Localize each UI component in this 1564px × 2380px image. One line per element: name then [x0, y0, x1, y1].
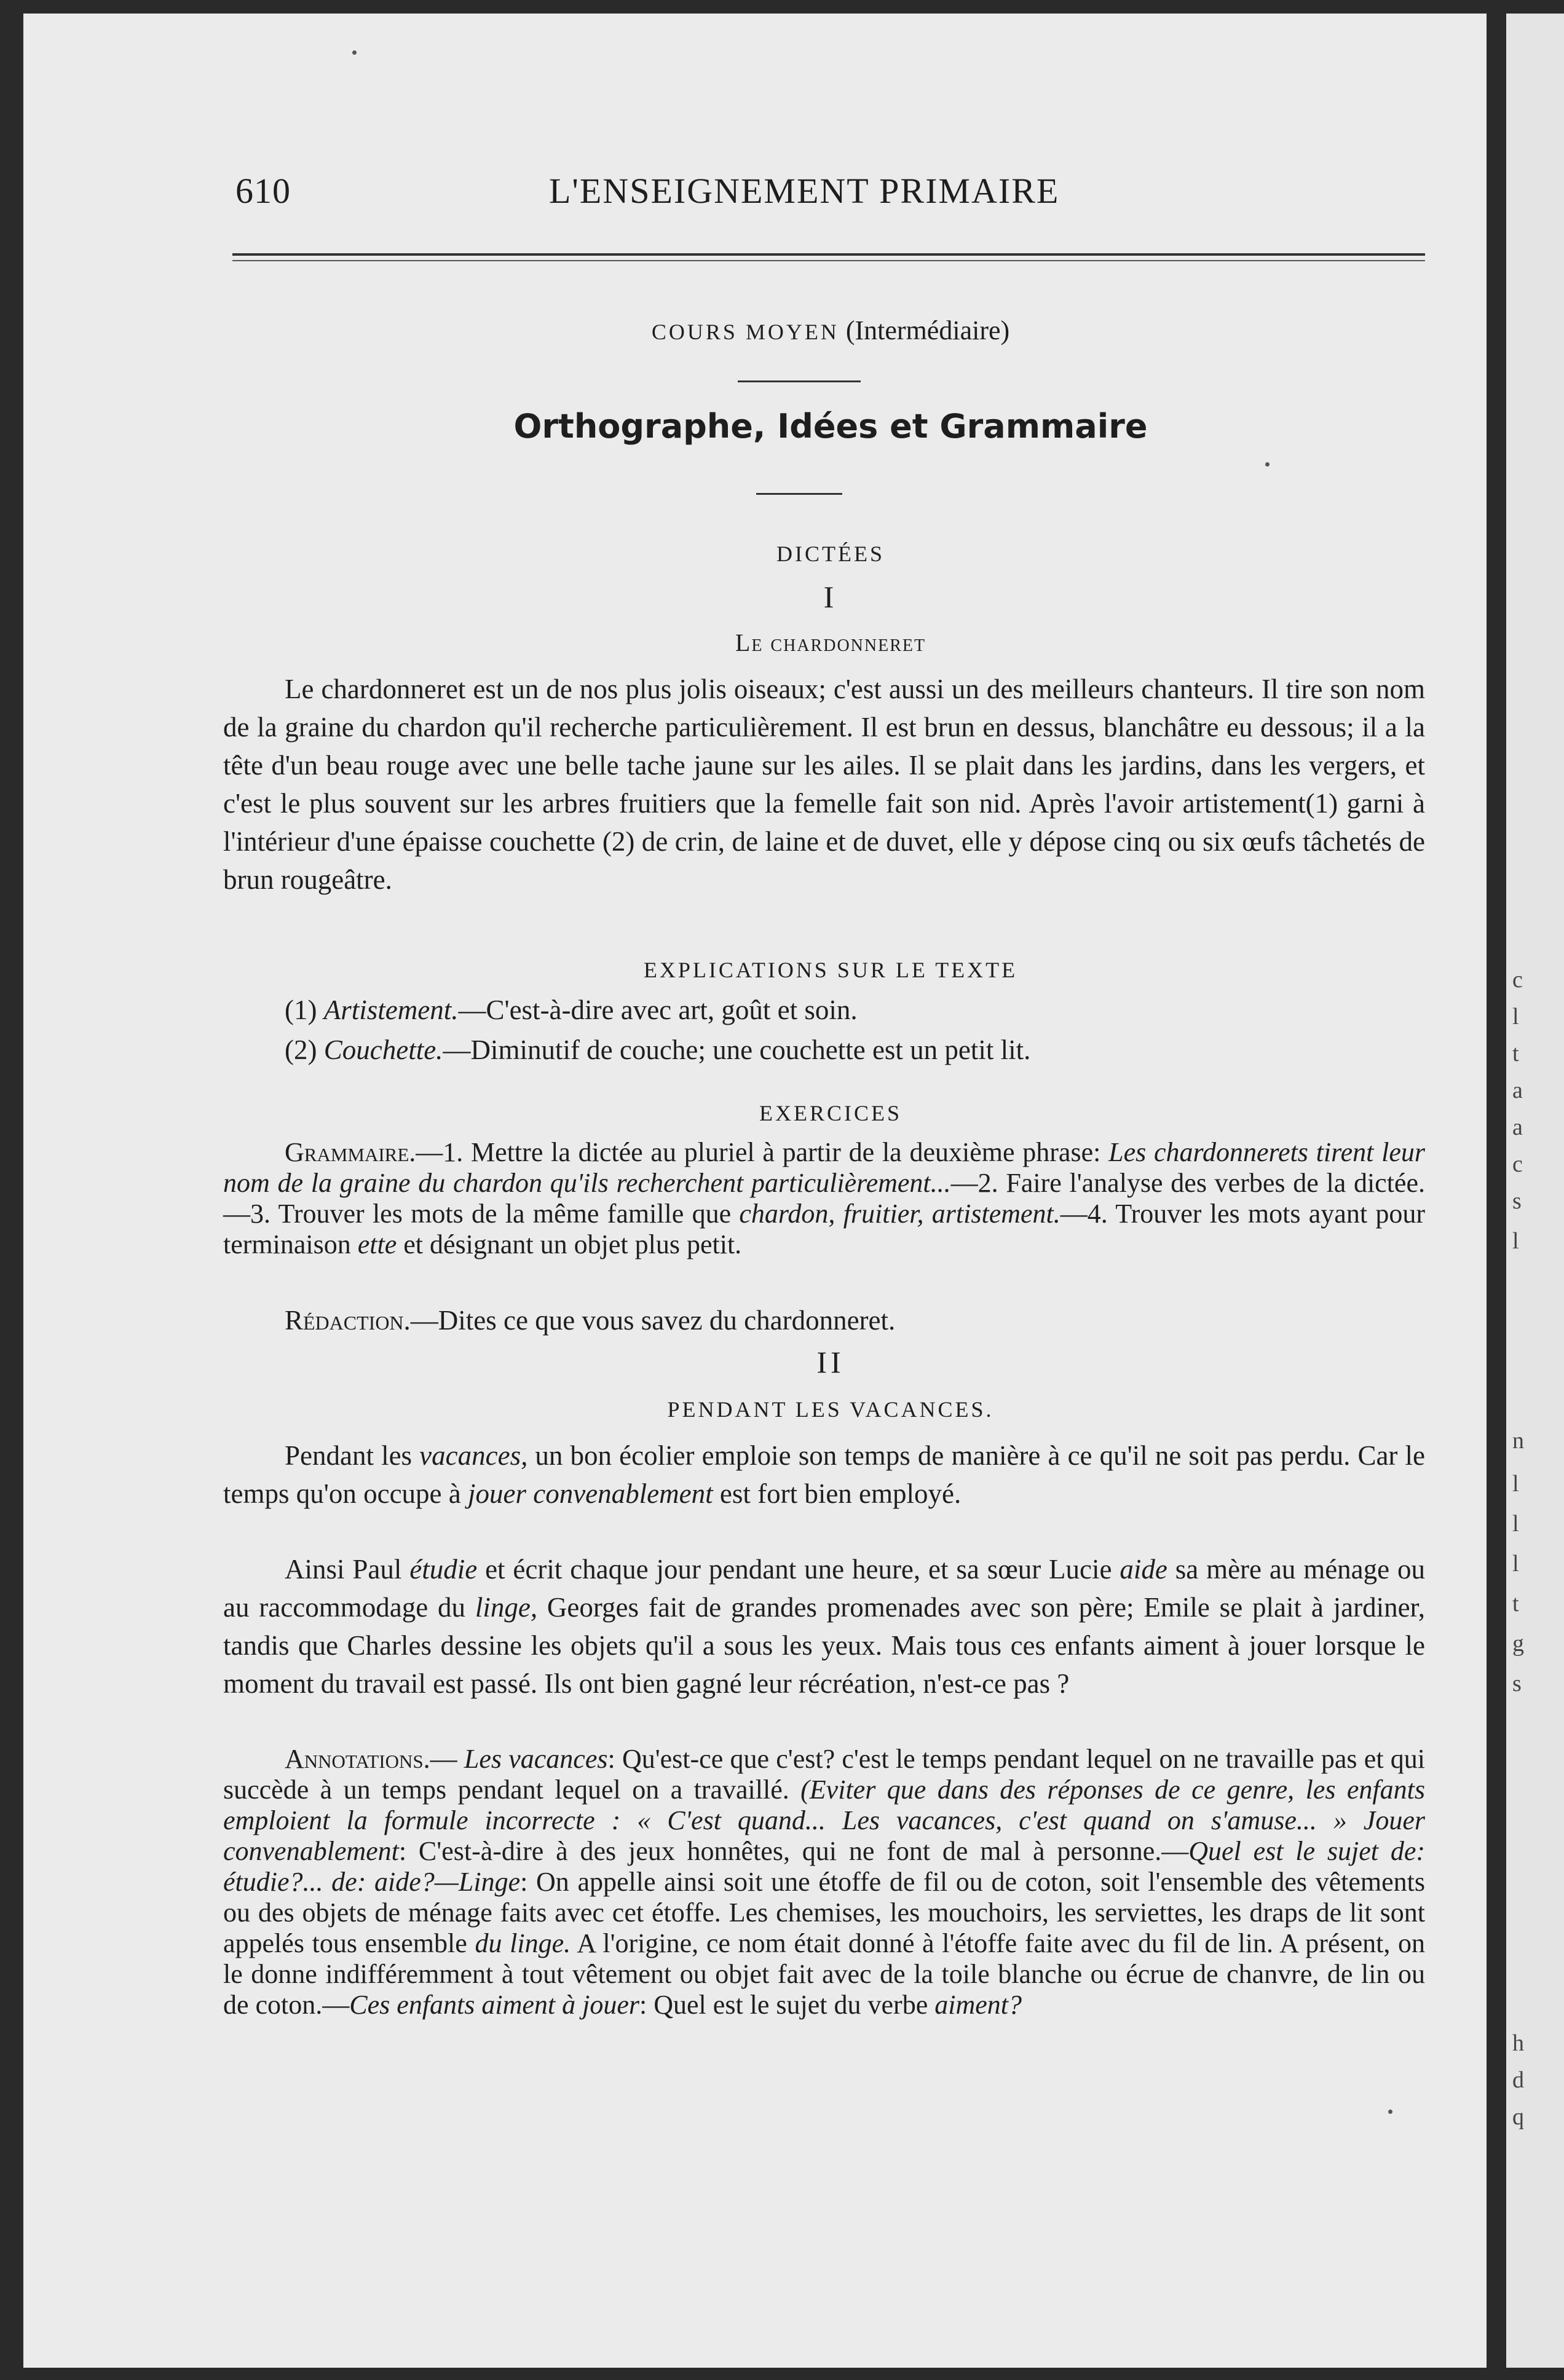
explication-2	[285, 1034, 1030, 1066]
grammaire-text-2: —2. Faire l'analyse des verbes de la dictée.—3. Trouver les mots de la même famille que	[223, 1168, 1425, 1229]
explication-1-word: Artistement.	[323, 995, 459, 1025]
redaction-label: Rédaction.	[285, 1305, 411, 1336]
edge-letter: l	[1512, 1228, 1519, 1254]
ann-text-1: —	[430, 1744, 464, 1774]
section1-numeral: I	[823, 580, 838, 614]
ann-text-4: : On appelle ainsi soit une étoffe de fil ou de coton, soit l'ensemble des vêtements ou des objets de ménage faits avec cet étoffe. Les chemises, les mouchoirs, les serviettes, les draps de lit sont appelés tous ensemble	[223, 1867, 1425, 1958]
ann-italic-5: Ces enfants aiment à jouer	[349, 1990, 640, 2020]
edge-letter: l	[1512, 1004, 1519, 1030]
edge-letter: a	[1512, 1078, 1523, 1103]
dictees-heading: DICTÉES	[776, 542, 885, 566]
exercices-heading: EXERCICES	[759, 1101, 902, 1125]
ann-italic-1: Les vacances	[464, 1744, 608, 1774]
course-level	[219, 315, 1442, 346]
header-rule	[232, 253, 1425, 256]
edge-letter: d	[1512, 2067, 1524, 2093]
edge-letter: t	[1512, 1041, 1519, 1066]
redaction-exercise	[223, 1301, 1425, 1339]
p2-italic-2: aide	[1120, 1554, 1167, 1585]
ann-italic-2: (Eviter que dans des réponses de ce genre, les enfants emploient la formule incorrecte : « C'est quand... Les vacances, c'est quand on s'amuse... » Jouer convenablement	[223, 1775, 1425, 1866]
title-rule-bottom	[756, 493, 842, 495]
explication-2-number: (2)	[285, 1034, 317, 1065]
course-detail: (Intermédiaire)	[845, 315, 1010, 345]
edge-letter: l	[1512, 1511, 1519, 1537]
grammaire-italic-1: Les chardonnerets tirent leur nom de la graine du chardon qu'ils recherchent particulièrement...	[223, 1137, 1426, 1198]
explication-2-text: —Diminutif de couche; une couchette est un petit lit.	[443, 1034, 1031, 1065]
header-rule-thin	[232, 260, 1425, 261]
main-title: Orthographe, Idées et Grammaire	[513, 407, 1148, 446]
explication-1-text: —C'est-à-dire avec art, goût et soin.	[458, 995, 858, 1025]
ann-italic-6: aiment?	[934, 1990, 1022, 2020]
speck	[1388, 2110, 1392, 2114]
grammaire-text-3: —4. Trouver les mots ayant pour terminaison	[223, 1199, 1425, 1259]
speck	[352, 50, 357, 55]
edge-letter: n	[1512, 1428, 1524, 1454]
page-number: 610	[235, 171, 291, 211]
p1-text-3: est fort bien employé.	[713, 1478, 962, 1509]
ann-text-5: A l'origine, ce nom était donné à l'étoffe faite avec du fil de lin. A présent, on le donne indifféremment à tout vêtement ou objet fait avec de la toile blanche ou écrue de chanvre, de lin ou de coton.—	[223, 1928, 1425, 2020]
section2-title: PENDANT LES VACANCES.	[667, 1397, 994, 1422]
ann-italic-4: du linge.	[475, 1928, 571, 1958]
edge-letter: s	[1512, 1188, 1522, 1214]
speck	[1265, 462, 1270, 467]
ann-text-2: : Qu'est-ce que c'est? c'est le temps pendant lequel on ne travaille pas et qui succède à un temps pendant lequel on a travaillé.	[223, 1744, 1426, 1805]
redaction-text: —Dites ce que vous savez du chardonneret.	[410, 1305, 896, 1336]
explication-1-number: (1)	[285, 995, 317, 1025]
edge-letter: q	[1512, 2104, 1524, 2130]
grammaire-exercise	[223, 1137, 1425, 1260]
p2-text-3: sa mère au ménage ou au raccommodage du	[223, 1554, 1425, 1623]
edge-letter: l	[1512, 1471, 1519, 1497]
book-page	[23, 14, 1487, 2368]
course-label: COURS MOYEN	[651, 320, 839, 344]
edge-letter: g	[1512, 1631, 1524, 1657]
edge-letter: t	[1512, 1591, 1519, 1617]
p2-text-4: Georges fait de grandes promenades avec son père; Emile se plait à jardiner, tandis que Charles dessine les objets qu'il a sous les yeux. Mais tous ces enfants aiment à jouer lorsque le moment du travail est passé. Ils ont bien gagné leur récréation, n'est-ce pas ?	[223, 1592, 1425, 1699]
section2-numeral: II	[816, 1345, 845, 1379]
grammaire-text-1: —1. Mettre la dictée au pluriel à partir de la deuxième phrase:	[416, 1137, 1109, 1167]
grammaire-label: Grammaire.	[285, 1137, 416, 1167]
adjacent-page-edge	[1506, 14, 1564, 2368]
grammaire-italic-2: chardon, fruitier, artistement.	[739, 1199, 1060, 1229]
explication-2-word: Couchette.	[323, 1034, 443, 1065]
edge-letter: c	[1512, 967, 1523, 993]
p2-italic-1: étudie	[409, 1554, 478, 1585]
edge-letter: s	[1512, 1671, 1522, 1696]
p1-italic-2: jouer convenablement	[468, 1478, 713, 1509]
dictation-text: Le chardonneret est un de nos plus jolis oiseaux; c'est aussi un des meilleurs chanteurs. Il tire son nom de la graine du chardon qu'il recherche particulièrement. Il est brun en dessus, blanchâtre eu dessous; il a la tête d'un beau rouge avec une belle tache jaune sur les ailes. Il se plait dans les jardins, dans les vergers, et c'est le plus souvent sur les arbres fruitiers que la femelle fait son nid. Après l'avoir artistement(1) garni à l'intérieur d'une épaisse couchette (2) de crin, de laine et de duvet, elle y dépose cinq ou six œufs tâchetés de brun rougeâtre.	[223, 674, 1425, 895]
ann-italic-3: Quel est le sujet de: étudie?... de: aide?—Linge	[223, 1836, 1425, 1897]
grammaire-italic-3: ette	[357, 1229, 397, 1259]
p2-text-2: et écrit chaque jour pendant une heure, et sa sœur Lucie	[477, 1554, 1120, 1585]
title-rule-top	[738, 380, 861, 382]
p1-text-1: Pendant les	[285, 1440, 420, 1471]
edge-letter: h	[1512, 2030, 1524, 2056]
ann-text-3: : C'est-à-dire à des jeux honnêtes, qui ne font de mal à personne.—	[398, 1836, 1189, 1866]
explications-heading: EXPLICATIONS SUR LE TEXTE	[643, 958, 1018, 982]
vacances-paragraph-1	[223, 1436, 1425, 1513]
annotations-label: Annotations.	[285, 1744, 430, 1774]
p2-italic-3: linge,	[475, 1592, 538, 1623]
grammaire-text-4: et désignant un objet plus petit.	[397, 1229, 742, 1259]
vacances-paragraph-2	[223, 1550, 1425, 1703]
edge-letter: a	[1512, 1114, 1523, 1140]
p1-text-2: un bon écolier emploie son temps de manière à ce qu'il ne soit pas perdu. Car le temps qu'on occupe à	[223, 1440, 1425, 1509]
explication-1	[285, 994, 858, 1026]
annotations-paragraph	[223, 1744, 1425, 2020]
p1-italic-1: vacances,	[419, 1440, 528, 1471]
running-header	[235, 170, 1422, 213]
edge-letter: l	[1512, 1551, 1519, 1577]
p2-text-1: Ainsi Paul	[285, 1554, 410, 1585]
section1-title: Le chardonneret	[735, 629, 926, 656]
edge-letter: c	[1512, 1151, 1523, 1177]
ann-text-6: : Quel est le sujet du verbe	[639, 1990, 935, 2020]
running-title: L'ENSEIGNEMENT PRIMAIRE	[549, 171, 1060, 211]
